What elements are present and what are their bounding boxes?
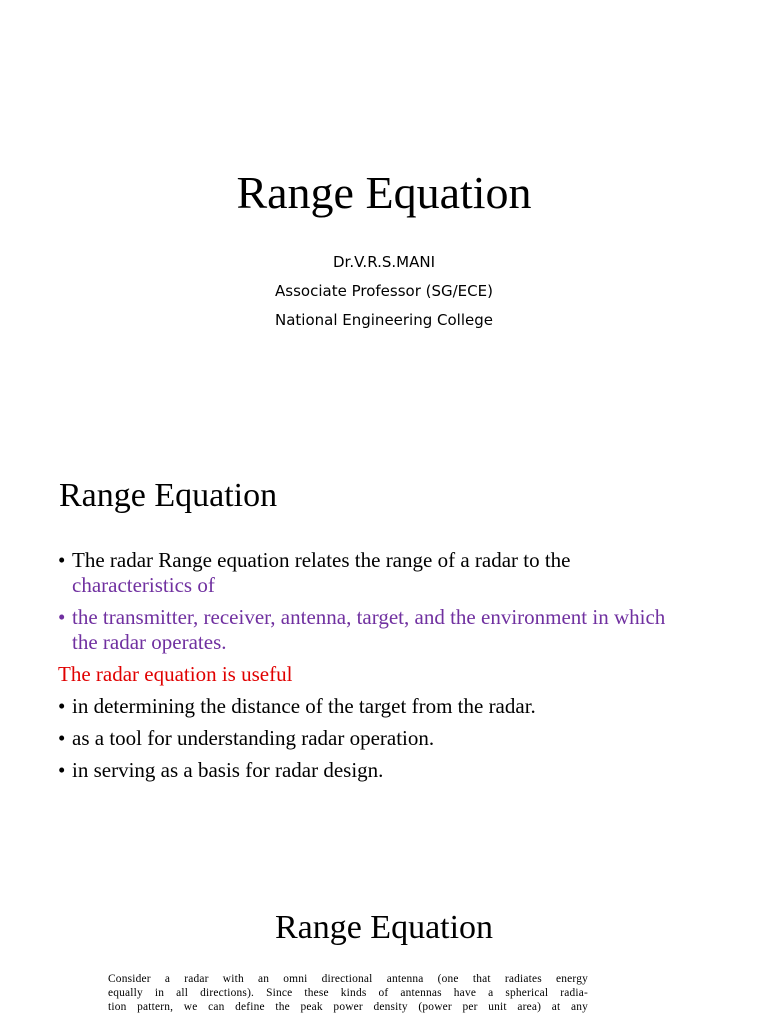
title-slide	[0, 0, 768, 420]
bullet-item	[58, 726, 738, 751]
scanned-text	[108, 972, 588, 1014]
bullet-text: the transmitter, receiver, antenna, target, and the environment in which	[72, 605, 666, 629]
excerpt-slide	[0, 850, 768, 1024]
text-line: tion pattern, we can define the peak power density (power per unit area) at any	[108, 1001, 588, 1013]
useful-heading: The radar equation is useful	[58, 662, 293, 686]
text-line: Consider a radar with an omni directional antenna (one that radiates energy	[108, 973, 588, 985]
bullet-text-continued: characteristics of	[72, 573, 215, 597]
bullet-text-continued: the radar operates.	[72, 630, 227, 654]
bullet-dot: •	[58, 758, 66, 782]
bullet-item	[58, 758, 738, 783]
bullet-dot: •	[58, 694, 66, 718]
slide-title: Range Equation	[236, 167, 532, 218]
bullet-dot: •	[58, 548, 66, 572]
bullet-text: in determining the distance of the target from the radar.	[72, 694, 536, 718]
text-line: equally in all directions). Since these kinds of antennas have a spherical radia-	[108, 987, 588, 999]
slide-heading: Range Equation	[274, 909, 494, 946]
bullet-dot: •	[58, 726, 66, 750]
content-slide	[0, 420, 768, 850]
bullet-text: as a tool for understanding radar operation.	[72, 726, 435, 750]
bullet-item	[58, 605, 738, 655]
author-name: Dr.V.R.S.MANI	[333, 253, 435, 271]
author-institution: National Engineering College	[274, 311, 493, 329]
bullet-item	[58, 548, 738, 598]
slide-heading: Range Equation	[59, 477, 278, 514]
bullet-dot: •	[58, 605, 66, 629]
author-block	[0, 248, 768, 335]
bullet-item	[58, 694, 738, 719]
bullet-text: in serving as a basis for radar design.	[72, 758, 384, 782]
author-position: Associate Professor (SG/ECE)	[275, 282, 493, 300]
bullet-text: The radar Range equation relates the range of a radar to the	[72, 548, 571, 572]
slide-body	[58, 548, 738, 783]
